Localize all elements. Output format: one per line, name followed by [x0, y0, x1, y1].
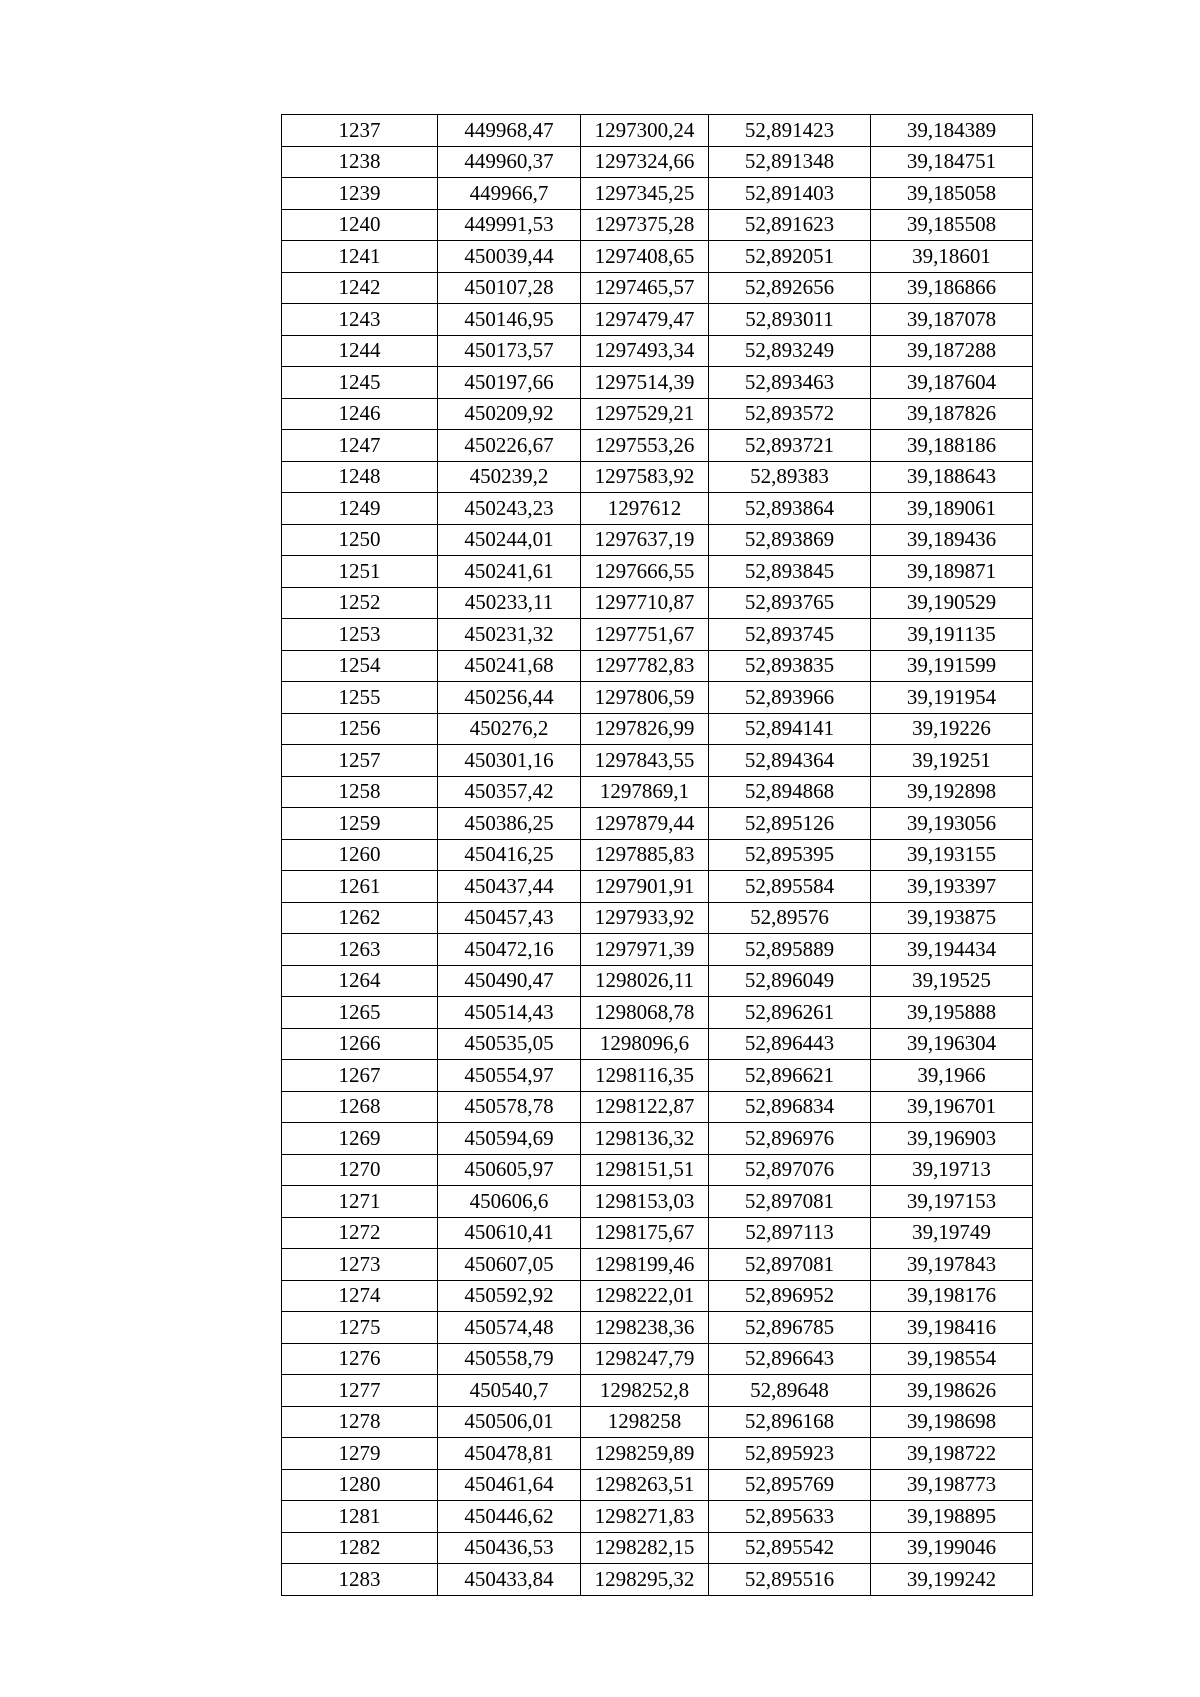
longitude-cell: 39,198176: [871, 1280, 1033, 1312]
latitude-cell: 52,895769: [709, 1469, 871, 1501]
longitude-cell: 39,198698: [871, 1406, 1033, 1438]
point-number-cell: 1265: [282, 997, 438, 1029]
table-row: [282, 1249, 1033, 1281]
latitude-cell: 52,896168: [709, 1406, 871, 1438]
x-coordinate-cell: 450540,7: [438, 1375, 581, 1407]
x-coordinate-cell: 450610,41: [438, 1217, 581, 1249]
point-number-cell: 1252: [282, 587, 438, 619]
x-coordinate-cell: 450506,01: [438, 1406, 581, 1438]
x-coordinate-cell: 449966,7: [438, 178, 581, 210]
longitude-cell: 39,198895: [871, 1501, 1033, 1533]
x-coordinate-cell: 450554,97: [438, 1060, 581, 1092]
latitude-cell: 52,897081: [709, 1249, 871, 1281]
x-coordinate-cell: 450244,01: [438, 524, 581, 556]
table-row: [282, 398, 1033, 430]
latitude-cell: 52,897113: [709, 1217, 871, 1249]
table-row: [282, 430, 1033, 462]
y-coordinate-cell: 1298151,51: [581, 1154, 709, 1186]
x-coordinate-cell: 450535,05: [438, 1028, 581, 1060]
longitude-cell: 39,196304: [871, 1028, 1033, 1060]
y-coordinate-cell: 1298271,83: [581, 1501, 709, 1533]
table-row: [282, 1438, 1033, 1470]
y-coordinate-cell: 1298238,36: [581, 1312, 709, 1344]
longitude-cell: 39,193155: [871, 839, 1033, 871]
longitude-cell: 39,196701: [871, 1091, 1033, 1123]
point-number-cell: 1269: [282, 1123, 438, 1155]
point-number-cell: 1278: [282, 1406, 438, 1438]
longitude-cell: 39,1966: [871, 1060, 1033, 1092]
table-row: [282, 241, 1033, 273]
x-coordinate-cell: 450231,32: [438, 619, 581, 651]
table-row: [282, 587, 1033, 619]
table-row: [282, 1312, 1033, 1344]
longitude-cell: 39,198722: [871, 1438, 1033, 1470]
point-number-cell: 1238: [282, 146, 438, 178]
point-number-cell: 1248: [282, 461, 438, 493]
table-row: [282, 1469, 1033, 1501]
longitude-cell: 39,195888: [871, 997, 1033, 1029]
x-coordinate-cell: 450241,68: [438, 650, 581, 682]
latitude-cell: 52,893835: [709, 650, 871, 682]
point-number-cell: 1270: [282, 1154, 438, 1186]
latitude-cell: 52,893249: [709, 335, 871, 367]
y-coordinate-cell: 1298263,51: [581, 1469, 709, 1501]
latitude-cell: 52,896049: [709, 965, 871, 997]
y-coordinate-cell: 1297553,26: [581, 430, 709, 462]
y-coordinate-cell: 1297971,39: [581, 934, 709, 966]
point-number-cell: 1263: [282, 934, 438, 966]
point-number-cell: 1246: [282, 398, 438, 430]
x-coordinate-cell: 450239,2: [438, 461, 581, 493]
latitude-cell: 52,891348: [709, 146, 871, 178]
x-coordinate-cell: 450197,66: [438, 367, 581, 399]
x-coordinate-cell: 450605,97: [438, 1154, 581, 1186]
y-coordinate-cell: 1298096,6: [581, 1028, 709, 1060]
x-coordinate-cell: 450357,42: [438, 776, 581, 808]
x-coordinate-cell: 450594,69: [438, 1123, 581, 1155]
longitude-cell: 39,187288: [871, 335, 1033, 367]
point-number-cell: 1255: [282, 682, 438, 714]
latitude-cell: 52,896621: [709, 1060, 871, 1092]
point-number-cell: 1264: [282, 965, 438, 997]
latitude-cell: 52,89576: [709, 902, 871, 934]
x-coordinate-cell: 450461,64: [438, 1469, 581, 1501]
longitude-cell: 39,197153: [871, 1186, 1033, 1218]
y-coordinate-cell: 1298199,46: [581, 1249, 709, 1281]
x-coordinate-cell: 450146,95: [438, 304, 581, 336]
coordinates-table: [281, 114, 1033, 1596]
point-number-cell: 1259: [282, 808, 438, 840]
point-number-cell: 1276: [282, 1343, 438, 1375]
longitude-cell: 39,198554: [871, 1343, 1033, 1375]
latitude-cell: 52,893864: [709, 493, 871, 525]
table-row: [282, 115, 1033, 147]
longitude-cell: 39,19226: [871, 713, 1033, 745]
longitude-cell: 39,193875: [871, 902, 1033, 934]
longitude-cell: 39,193056: [871, 808, 1033, 840]
y-coordinate-cell: 1298259,89: [581, 1438, 709, 1470]
longitude-cell: 39,193397: [871, 871, 1033, 903]
table-row: [282, 493, 1033, 525]
latitude-cell: 52,895889: [709, 934, 871, 966]
y-coordinate-cell: 1297529,21: [581, 398, 709, 430]
table-row: [282, 776, 1033, 808]
x-coordinate-cell: 450226,67: [438, 430, 581, 462]
table-row: [282, 1280, 1033, 1312]
x-coordinate-cell: 450578,78: [438, 1091, 581, 1123]
point-number-cell: 1277: [282, 1375, 438, 1407]
y-coordinate-cell: 1297612: [581, 493, 709, 525]
table-row: [282, 1091, 1033, 1123]
latitude-cell: 52,896834: [709, 1091, 871, 1123]
y-coordinate-cell: 1297324,66: [581, 146, 709, 178]
y-coordinate-cell: 1297879,44: [581, 808, 709, 840]
table-row: [282, 619, 1033, 651]
x-coordinate-cell: 450416,25: [438, 839, 581, 871]
x-coordinate-cell: 449991,53: [438, 209, 581, 241]
point-number-cell: 1241: [282, 241, 438, 273]
table-row: [282, 146, 1033, 178]
point-number-cell: 1237: [282, 115, 438, 147]
table-row: [282, 1060, 1033, 1092]
y-coordinate-cell: 1297666,55: [581, 556, 709, 588]
point-number-cell: 1258: [282, 776, 438, 808]
longitude-cell: 39,185058: [871, 178, 1033, 210]
y-coordinate-cell: 1298247,79: [581, 1343, 709, 1375]
longitude-cell: 39,192898: [871, 776, 1033, 808]
latitude-cell: 52,893845: [709, 556, 871, 588]
longitude-cell: 39,198626: [871, 1375, 1033, 1407]
point-number-cell: 1271: [282, 1186, 438, 1218]
x-coordinate-cell: 450457,43: [438, 902, 581, 934]
latitude-cell: 52,893572: [709, 398, 871, 430]
latitude-cell: 52,894868: [709, 776, 871, 808]
table-row: [282, 1406, 1033, 1438]
y-coordinate-cell: 1297479,47: [581, 304, 709, 336]
x-coordinate-cell: 450437,44: [438, 871, 581, 903]
latitude-cell: 52,893745: [709, 619, 871, 651]
x-coordinate-cell: 450209,92: [438, 398, 581, 430]
latitude-cell: 52,89383: [709, 461, 871, 493]
latitude-cell: 52,894364: [709, 745, 871, 777]
latitude-cell: 52,895395: [709, 839, 871, 871]
table-row: [282, 713, 1033, 745]
longitude-cell: 39,187604: [871, 367, 1033, 399]
y-coordinate-cell: 1298068,78: [581, 997, 709, 1029]
x-coordinate-cell: 450478,81: [438, 1438, 581, 1470]
point-number-cell: 1268: [282, 1091, 438, 1123]
y-coordinate-cell: 1298295,32: [581, 1564, 709, 1596]
x-coordinate-cell: 450233,11: [438, 587, 581, 619]
table-row: [282, 839, 1033, 871]
x-coordinate-cell: 450243,23: [438, 493, 581, 525]
latitude-cell: 52,894141: [709, 713, 871, 745]
table-row: [282, 335, 1033, 367]
longitude-cell: 39,189871: [871, 556, 1033, 588]
latitude-cell: 52,893869: [709, 524, 871, 556]
latitude-cell: 52,896643: [709, 1343, 871, 1375]
table-row: [282, 682, 1033, 714]
table-row: [282, 1375, 1033, 1407]
x-coordinate-cell: 450558,79: [438, 1343, 581, 1375]
latitude-cell: 52,896785: [709, 1312, 871, 1344]
point-number-cell: 1251: [282, 556, 438, 588]
x-coordinate-cell: 450433,84: [438, 1564, 581, 1596]
point-number-cell: 1247: [282, 430, 438, 462]
y-coordinate-cell: 1297710,87: [581, 587, 709, 619]
longitude-cell: 39,191954: [871, 682, 1033, 714]
table-row: [282, 524, 1033, 556]
longitude-cell: 39,184389: [871, 115, 1033, 147]
table-row: [282, 1154, 1033, 1186]
point-number-cell: 1283: [282, 1564, 438, 1596]
x-coordinate-cell: 450607,05: [438, 1249, 581, 1281]
latitude-cell: 52,892051: [709, 241, 871, 273]
y-coordinate-cell: 1297408,65: [581, 241, 709, 273]
x-coordinate-cell: 450386,25: [438, 808, 581, 840]
x-coordinate-cell: 450574,48: [438, 1312, 581, 1344]
latitude-cell: 52,895584: [709, 871, 871, 903]
longitude-cell: 39,19525: [871, 965, 1033, 997]
table-row: [282, 367, 1033, 399]
table-row: [282, 1217, 1033, 1249]
y-coordinate-cell: 1298122,87: [581, 1091, 709, 1123]
point-number-cell: 1275: [282, 1312, 438, 1344]
longitude-cell: 39,198416: [871, 1312, 1033, 1344]
y-coordinate-cell: 1297300,24: [581, 115, 709, 147]
longitude-cell: 39,194434: [871, 934, 1033, 966]
latitude-cell: 52,896261: [709, 997, 871, 1029]
longitude-cell: 39,197843: [871, 1249, 1033, 1281]
point-number-cell: 1260: [282, 839, 438, 871]
latitude-cell: 52,896952: [709, 1280, 871, 1312]
latitude-cell: 52,89648: [709, 1375, 871, 1407]
x-coordinate-cell: 449960,37: [438, 146, 581, 178]
table-row: [282, 1028, 1033, 1060]
x-coordinate-cell: 450446,62: [438, 1501, 581, 1533]
point-number-cell: 1266: [282, 1028, 438, 1060]
x-coordinate-cell: 450173,57: [438, 335, 581, 367]
longitude-cell: 39,198773: [871, 1469, 1033, 1501]
y-coordinate-cell: 1297826,99: [581, 713, 709, 745]
y-coordinate-cell: 1297375,28: [581, 209, 709, 241]
table-row: [282, 1186, 1033, 1218]
x-coordinate-cell: 450241,61: [438, 556, 581, 588]
table-row: [282, 934, 1033, 966]
y-coordinate-cell: 1298153,03: [581, 1186, 709, 1218]
latitude-cell: 52,891403: [709, 178, 871, 210]
y-coordinate-cell: 1297751,67: [581, 619, 709, 651]
point-number-cell: 1243: [282, 304, 438, 336]
table-row: [282, 461, 1033, 493]
x-coordinate-cell: 450490,47: [438, 965, 581, 997]
x-coordinate-cell: 450472,16: [438, 934, 581, 966]
longitude-cell: 39,188186: [871, 430, 1033, 462]
longitude-cell: 39,186866: [871, 272, 1033, 304]
table-row: [282, 1564, 1033, 1596]
x-coordinate-cell: 450301,16: [438, 745, 581, 777]
point-number-cell: 1281: [282, 1501, 438, 1533]
point-number-cell: 1254: [282, 650, 438, 682]
longitude-cell: 39,19713: [871, 1154, 1033, 1186]
point-number-cell: 1282: [282, 1532, 438, 1564]
table-row: [282, 997, 1033, 1029]
point-number-cell: 1253: [282, 619, 438, 651]
y-coordinate-cell: 1297514,39: [581, 367, 709, 399]
table-row: [282, 1501, 1033, 1533]
longitude-cell: 39,196903: [871, 1123, 1033, 1155]
latitude-cell: 52,893721: [709, 430, 871, 462]
y-coordinate-cell: 1298252,8: [581, 1375, 709, 1407]
table-row: [282, 902, 1033, 934]
point-number-cell: 1250: [282, 524, 438, 556]
latitude-cell: 52,896976: [709, 1123, 871, 1155]
latitude-cell: 52,895516: [709, 1564, 871, 1596]
y-coordinate-cell: 1297345,25: [581, 178, 709, 210]
longitude-cell: 39,190529: [871, 587, 1033, 619]
longitude-cell: 39,187826: [871, 398, 1033, 430]
table-row: [282, 1123, 1033, 1155]
table-row: [282, 1343, 1033, 1375]
x-coordinate-cell: 450592,92: [438, 1280, 581, 1312]
latitude-cell: 52,895126: [709, 808, 871, 840]
point-number-cell: 1240: [282, 209, 438, 241]
y-coordinate-cell: 1297782,83: [581, 650, 709, 682]
x-coordinate-cell: 450256,44: [438, 682, 581, 714]
table-row: [282, 209, 1033, 241]
point-number-cell: 1239: [282, 178, 438, 210]
x-coordinate-cell: 450514,43: [438, 997, 581, 1029]
table-row: [282, 871, 1033, 903]
y-coordinate-cell: 1297465,57: [581, 272, 709, 304]
latitude-cell: 52,893765: [709, 587, 871, 619]
point-number-cell: 1242: [282, 272, 438, 304]
table-row: [282, 650, 1033, 682]
x-coordinate-cell: 450107,28: [438, 272, 581, 304]
y-coordinate-cell: 1297493,34: [581, 335, 709, 367]
longitude-cell: 39,185508: [871, 209, 1033, 241]
y-coordinate-cell: 1297806,59: [581, 682, 709, 714]
point-number-cell: 1274: [282, 1280, 438, 1312]
point-number-cell: 1245: [282, 367, 438, 399]
x-coordinate-cell: 450436,53: [438, 1532, 581, 1564]
table-row: [282, 1532, 1033, 1564]
coordinates-table-body: [282, 115, 1033, 1596]
latitude-cell: 52,896443: [709, 1028, 871, 1060]
longitude-cell: 39,189061: [871, 493, 1033, 525]
latitude-cell: 52,893463: [709, 367, 871, 399]
longitude-cell: 39,18601: [871, 241, 1033, 273]
longitude-cell: 39,19749: [871, 1217, 1033, 1249]
y-coordinate-cell: 1297637,19: [581, 524, 709, 556]
y-coordinate-cell: 1297583,92: [581, 461, 709, 493]
longitude-cell: 39,19251: [871, 745, 1033, 777]
point-number-cell: 1261: [282, 871, 438, 903]
y-coordinate-cell: 1298175,67: [581, 1217, 709, 1249]
longitude-cell: 39,184751: [871, 146, 1033, 178]
point-number-cell: 1272: [282, 1217, 438, 1249]
y-coordinate-cell: 1297901,91: [581, 871, 709, 903]
latitude-cell: 52,895633: [709, 1501, 871, 1533]
longitude-cell: 39,199046: [871, 1532, 1033, 1564]
longitude-cell: 39,191599: [871, 650, 1033, 682]
point-number-cell: 1280: [282, 1469, 438, 1501]
point-number-cell: 1256: [282, 713, 438, 745]
y-coordinate-cell: 1298258: [581, 1406, 709, 1438]
point-number-cell: 1244: [282, 335, 438, 367]
longitude-cell: 39,188643: [871, 461, 1033, 493]
y-coordinate-cell: 1298026,11: [581, 965, 709, 997]
latitude-cell: 52,895542: [709, 1532, 871, 1564]
longitude-cell: 39,191135: [871, 619, 1033, 651]
table-row: [282, 808, 1033, 840]
y-coordinate-cell: 1297933,92: [581, 902, 709, 934]
point-number-cell: 1249: [282, 493, 438, 525]
latitude-cell: 52,897081: [709, 1186, 871, 1218]
latitude-cell: 52,893966: [709, 682, 871, 714]
latitude-cell: 52,897076: [709, 1154, 871, 1186]
point-number-cell: 1262: [282, 902, 438, 934]
point-number-cell: 1273: [282, 1249, 438, 1281]
x-coordinate-cell: 449968,47: [438, 115, 581, 147]
x-coordinate-cell: 450039,44: [438, 241, 581, 273]
y-coordinate-cell: 1297885,83: [581, 839, 709, 871]
y-coordinate-cell: 1298116,35: [581, 1060, 709, 1092]
point-number-cell: 1267: [282, 1060, 438, 1092]
table-row: [282, 272, 1033, 304]
longitude-cell: 39,187078: [871, 304, 1033, 336]
x-coordinate-cell: 450606,6: [438, 1186, 581, 1218]
point-number-cell: 1279: [282, 1438, 438, 1470]
latitude-cell: 52,891623: [709, 209, 871, 241]
y-coordinate-cell: 1297843,55: [581, 745, 709, 777]
latitude-cell: 52,892656: [709, 272, 871, 304]
latitude-cell: 52,893011: [709, 304, 871, 336]
table-row: [282, 556, 1033, 588]
x-coordinate-cell: 450276,2: [438, 713, 581, 745]
table-row: [282, 178, 1033, 210]
y-coordinate-cell: 1298282,15: [581, 1532, 709, 1564]
point-number-cell: 1257: [282, 745, 438, 777]
latitude-cell: 52,895923: [709, 1438, 871, 1470]
latitude-cell: 52,891423: [709, 115, 871, 147]
y-coordinate-cell: 1298136,32: [581, 1123, 709, 1155]
y-coordinate-cell: 1298222,01: [581, 1280, 709, 1312]
table-row: [282, 304, 1033, 336]
longitude-cell: 39,199242: [871, 1564, 1033, 1596]
y-coordinate-cell: 1297869,1: [581, 776, 709, 808]
table-row: [282, 965, 1033, 997]
table-row: [282, 745, 1033, 777]
longitude-cell: 39,189436: [871, 524, 1033, 556]
